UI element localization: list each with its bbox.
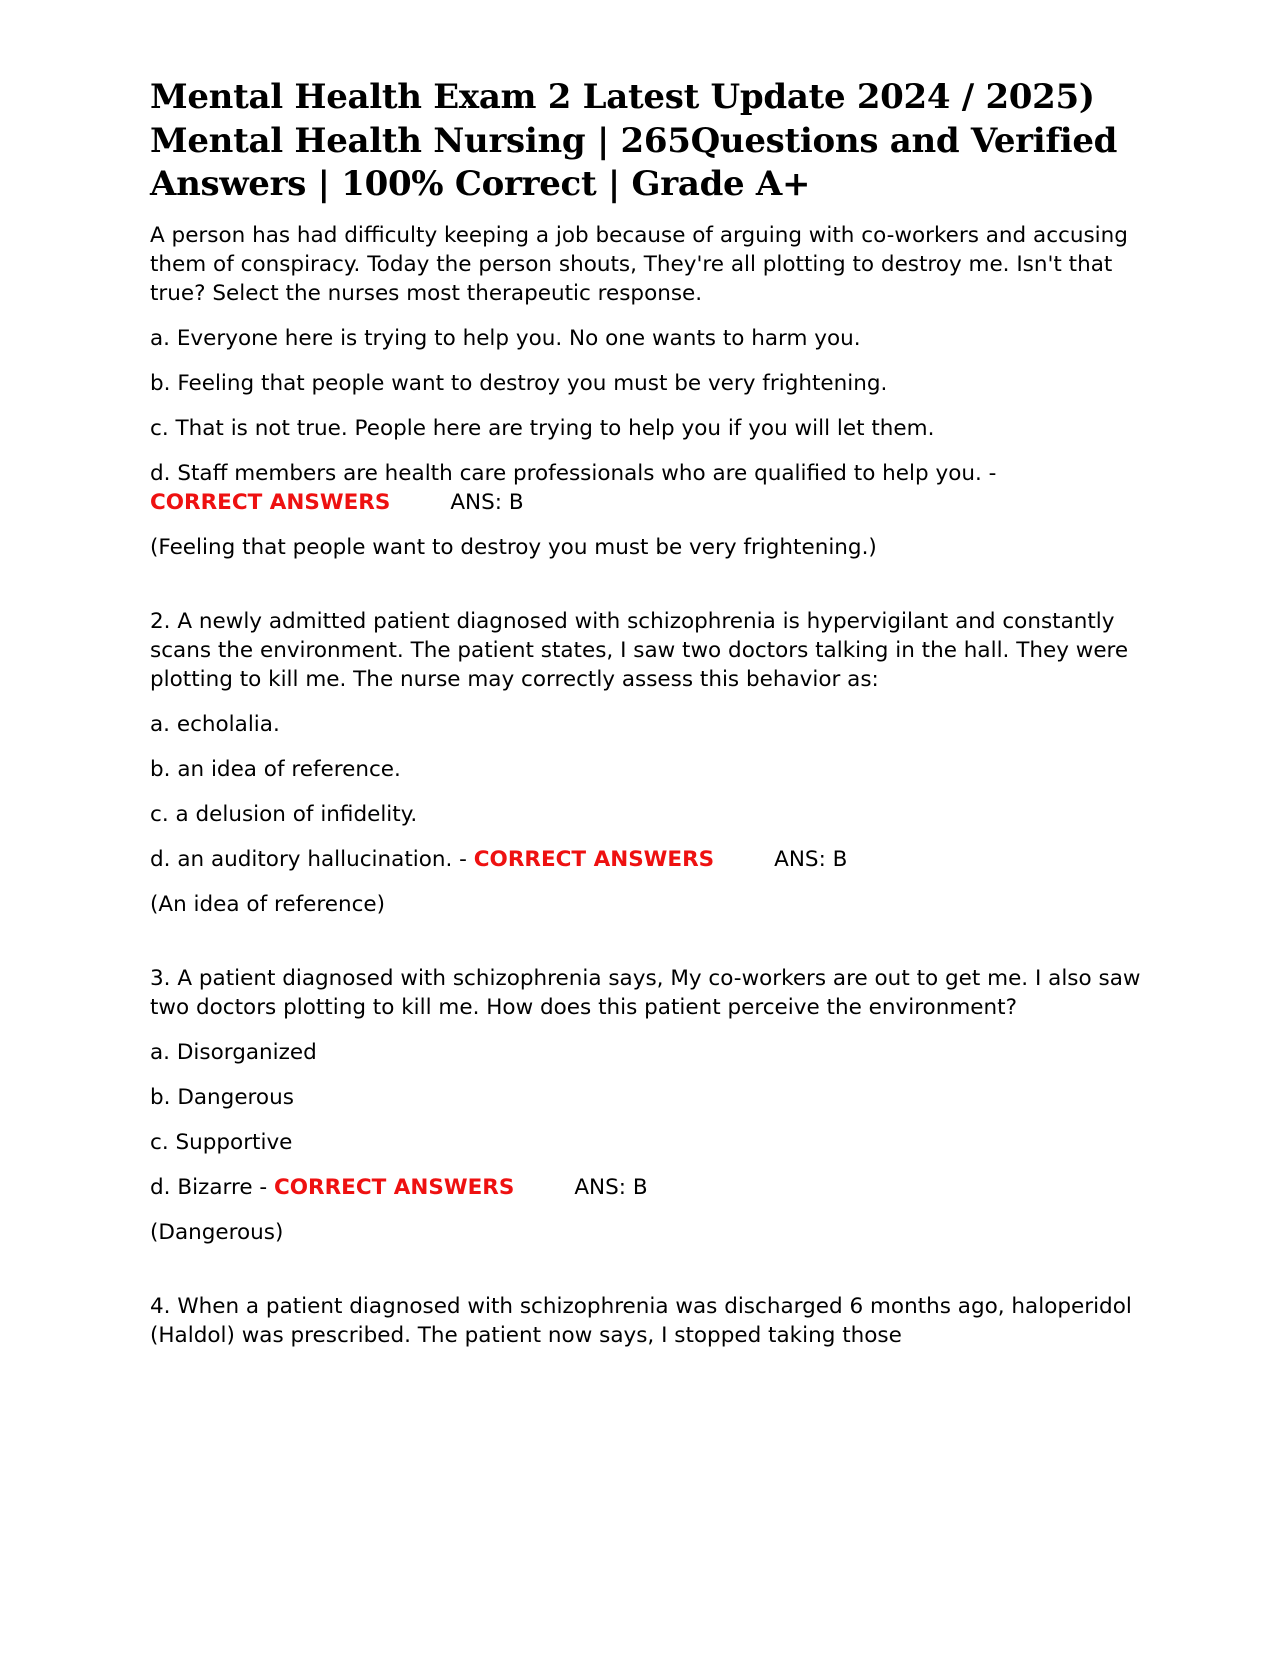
option-c: c. a delusion of infidelity. <box>150 801 418 827</box>
question-1 <box>150 221 1150 562</box>
option-c: c. That is not true. People here are trying to help you if you will let them. <box>150 415 935 441</box>
option-a: a. Everyone here is trying to help you. No one wants to harm you. <box>150 325 861 351</box>
option-a: a. echolalia. <box>150 711 280 737</box>
answer-explanation: (Dangerous) <box>150 1219 284 1245</box>
answer-key: ANS: B <box>574 1174 648 1200</box>
question-stem: 2. A newly admitted patient diagnosed with schizophrenia is hypervigilant and constantly scans the environment. The patient states, I saw two doctors talking in the hall. They were plotting to kill me. The nurse may correctly assess this behavior as: <box>150 608 1129 692</box>
question-stem: 3. A patient diagnosed with schizophrenia says, My co-workers are out to get me. I also saw two doctors plotting to kill me. How does this patient perceive the environment? <box>150 965 1141 1020</box>
option-d-with-answer <box>150 845 1150 874</box>
option-d: d. Staff members are health care professionals who are qualified to help you. - <box>150 460 997 486</box>
document-page <box>150 0 1150 1350</box>
correct-answers-label: CORRECT ANSWERS <box>274 1174 515 1200</box>
question-2 <box>150 607 1150 919</box>
spacer <box>150 562 1150 607</box>
option-b: b. Feeling that people want to destroy you must be very frightening. <box>150 370 888 396</box>
correct-answers-label: CORRECT ANSWERS <box>150 489 391 515</box>
question-stem: A person has had difficulty keeping a job because of arguing with co-workers and accusing them of conspiracy. Today the person shouts, They're all plotting to destroy me. Isn't that true? Select the nurses most therapeutic response. <box>150 222 1128 306</box>
correct-answers-label: CORRECT ANSWERS <box>473 846 715 872</box>
spacer <box>150 919 1150 964</box>
answer-key: ANS: B <box>774 846 848 872</box>
option-a: a. Disorganized <box>150 1039 317 1065</box>
question-3 <box>150 964 1150 1247</box>
option-b: b. an idea of reference. <box>150 756 401 782</box>
option-d: d. Bizarre - <box>150 1174 268 1200</box>
document-title: Mental Health Exam 2 Latest Update 2024 / 2025) Mental Health Nursing | 265Questions and Verified Answers | 100% Correct | Grade A+ <box>150 77 1118 204</box>
option-c: c. Supportive <box>150 1129 293 1155</box>
answer-key: ANS: B <box>450 489 524 515</box>
option-d: d. an auditory hallucination. - <box>150 846 467 872</box>
answer-explanation: (Feeling that people want to destroy you must be very frightening.) <box>150 534 877 560</box>
question-4 <box>150 1292 1150 1350</box>
option-d-with-answer <box>150 459 1150 517</box>
option-d-with-answer <box>150 1173 1150 1202</box>
option-b: b. Dangerous <box>150 1084 294 1110</box>
answer-explanation: (An idea of reference) <box>150 891 386 917</box>
spacer <box>150 1247 1150 1292</box>
question-stem: 4. When a patient diagnosed with schizophrenia was discharged 6 months ago, haloperidol (Haldol) was prescribed. The patient now says, I stopped taking those <box>150 1293 1132 1348</box>
